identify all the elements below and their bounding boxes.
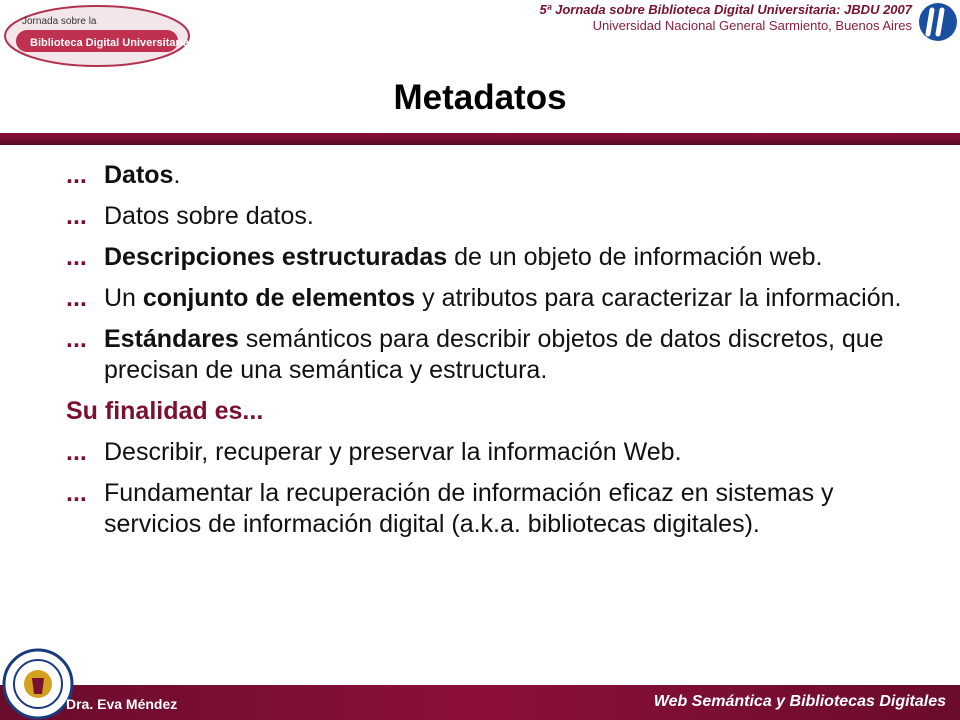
- logo-top-text: Jornada sobre la: [22, 16, 97, 27]
- bullet-item: ... Describir, recuperar y preservar la información Web.: [66, 438, 682, 466]
- bullet-item: ... Fundamentar la recuperación de información eficaz en sistemas y servicios de información digital (a.k.a. bibliotecas digitales).: [66, 479, 834, 538]
- event-line: 5ª Jornada sobre Biblioteca Digital Universitaria: JBDU 2007: [539, 2, 912, 17]
- bullet-item: ... Descripciones estructuradas de un objeto de información web.: [66, 243, 823, 271]
- slide-title: Metadatos: [393, 78, 567, 117]
- author-label: Dra. Eva Méndez: [66, 696, 178, 712]
- course-title: Web Semántica y Bibliotecas Digitales: [653, 693, 946, 710]
- university-line: Universidad Nacional General Sarmiento, Buenos Aires: [592, 18, 912, 33]
- logo-main-text: Biblioteca Digital Universitaria: [30, 37, 189, 49]
- title-divider: [0, 133, 960, 145]
- section-heading: Su finalidad es...: [66, 397, 264, 425]
- bullet-item: ... Datos sobre datos.: [66, 202, 314, 230]
- university-seal-icon: [2, 648, 74, 720]
- jbdu-logo: [2, 0, 192, 68]
- event-header: [539, 2, 912, 34]
- university-logo-icon: [918, 2, 958, 42]
- bullet-item: ... Estándares semánticos para describir objetos de datos discretos, que precisan de una semántica y estructura.: [66, 325, 884, 384]
- bullet-item: ... Datos.: [66, 161, 181, 189]
- slide-content: [66, 160, 926, 550]
- bullet-item: ... Un conjunto de elementos y atributos para caracterizar la información.: [66, 284, 902, 312]
